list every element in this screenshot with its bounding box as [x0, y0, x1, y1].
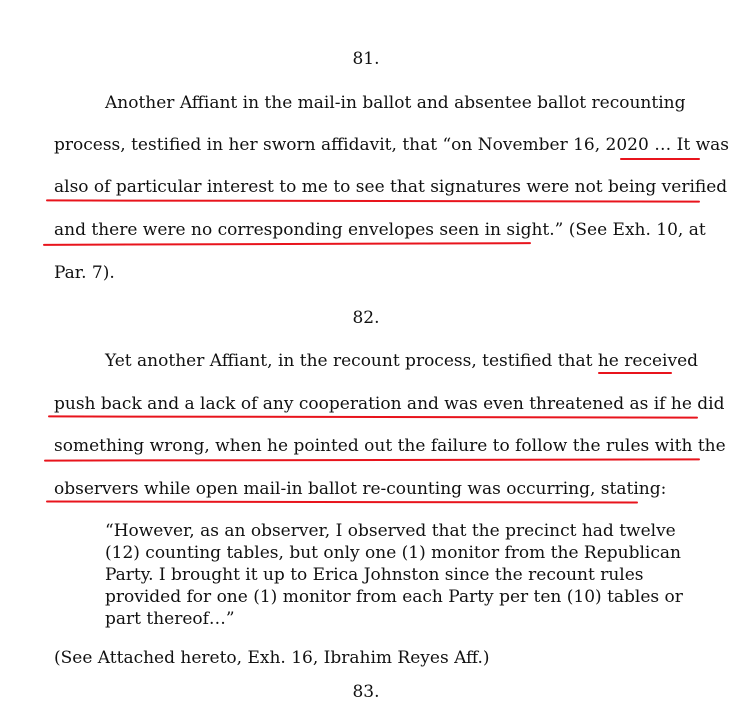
red-underline-5 [48, 415, 698, 418]
red-underline-7 [46, 500, 638, 503]
para82-line-2: push back and a lack of any cooperation and was even threatened as if he did [54, 394, 725, 414]
paragraph-number-82: 82. [352, 308, 380, 328]
para81-line-3: also of particular interest to me to see that signatures were not being verified [54, 177, 728, 197]
red-underline-2 [46, 199, 700, 202]
para81-line-1: Another Affiant in the mail-in ballot and absentee ballot recounting [105, 93, 686, 113]
quote-line-3: Party. I brought it up to Erica Johnston since the recount rules [105, 565, 644, 585]
red-underline-4 [598, 372, 672, 374]
red-underline-6 [44, 458, 700, 461]
quote-line-5: part thereof…” [105, 609, 235, 629]
quote-line-2: (12) counting tables, but only one (1) monitor from the Republican [105, 543, 681, 563]
quote-line-1: “However, as an observer, I observed that the precinct had twelve [105, 521, 676, 541]
para82-line-3: something wrong, when he pointed out the failure to follow the rules with the [54, 436, 726, 456]
citation: (See Attached hereto, Exh. 16, Ibrahim Reyes Aff.) [54, 648, 490, 668]
para82-line-1: Yet another Affiant, in the recount process, testified that he received [105, 351, 699, 371]
paragraph-number-83: 83. [352, 682, 380, 702]
para81-line-4: and there were no corresponding envelopes seen in sight.” (See Exh. 10, at [54, 220, 706, 240]
red-underline-1 [620, 158, 700, 160]
para81-line-5: Par. 7). [54, 263, 115, 283]
quote-line-4: provided for one (1) monitor from each Party per ten (10) tables or [105, 587, 683, 607]
para81-line-2: process, testified in her sworn affidavit, that “on November 16, 2020 … It was [54, 135, 729, 155]
para82-line-4: observers while open mail-in ballot re-counting was occurring, stating: [54, 479, 667, 499]
paragraph-number-81: 81. [352, 49, 380, 69]
red-underline-3 [43, 242, 531, 246]
